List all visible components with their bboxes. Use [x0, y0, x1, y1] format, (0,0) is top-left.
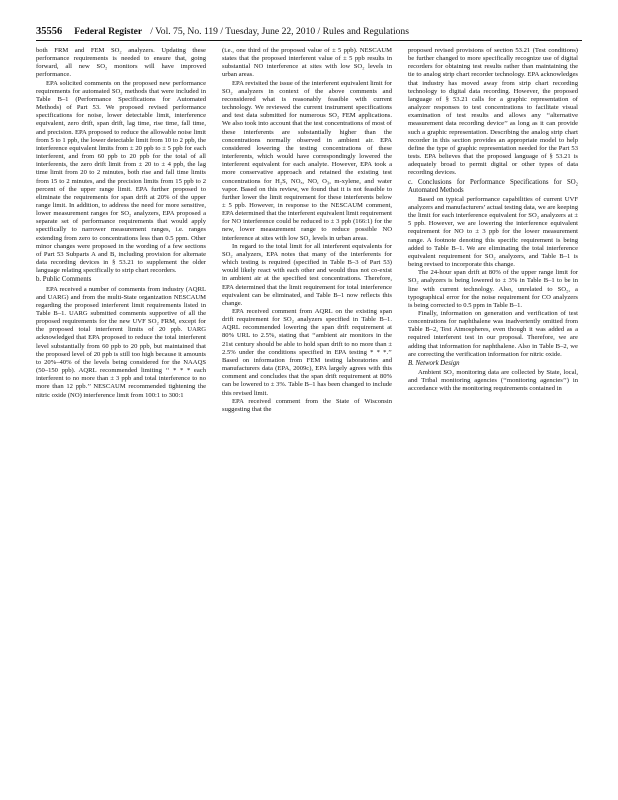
section-heading: c. Conclusions for Performance Specifications for SO₂ Automated Methods — [408, 178, 578, 194]
paragraph: The 24-hour span drift at 80% of the upper range limit for SO₂ analyzers is being lowered to ± 3% in Table B–1 to be in line with current technology. Also, unrelated to SO₂, a typographical error for the noise requirement for CO analyzers is being corrected to 0.5 ppm in Table B–1. — [408, 269, 578, 309]
paragraph: proposed revised provisions of section 53.21 (Test conditions) be further changed to more specifically recognize use of digital recorders for obtaining test results rather than maintaining the tie to analog strip chart recorder technology. EPA acknowledges that industry has moved away from strip chart recording technology to digital data recording. However, the proposed language of § 53.21 calls for a graphic representation of analyzer responses to test concentrations to facilitate visual examination of test results and allows any ‘‘alternative measurement data recording device’’ as long as it can provide such a graphic representation. Describing the analog strip chart recorder in this section provides an appropriate model to help define the type of graphic representation needed for the Part 53 tests. EPA believes that the proposed language of § 53.21 is adequately broad to permit digital or other types of data recording devices. — [408, 47, 578, 177]
paragraph: Ambient SO₂ monitoring data are collected by State, local, and Tribal monitoring agencies (‘‘monitoring agencies’’) in accordance with the monitoring requirements contained in — [408, 369, 578, 393]
paragraph: (i.e., one third of the proposed value of ± 5 ppb). NESCAUM states that the proposed interferent value of ± 5 ppb results in substantial NO interference at sites with low SO₂ levels in urban areas. — [222, 47, 392, 79]
column-2 — [222, 47, 392, 414]
column-1 — [36, 47, 206, 414]
paragraph: EPA solicited comments on the proposed new performance requirements for automated SO₂ methods that were included in Table B–1 (Performance Specifications for Automated Methods) of Part 53. We proposed revised performance specifications for noise, lower detectable limit, interference equivalent, zero drift, span drift, lag time, rise time, fall time, and precision. EPA proposed to reduce the allowable noise limit from 5 to 1 ppb, the lower detectable limit from 10 to 2 ppb, the interference equivalent limits from ± 20 ppb to ± 5 ppb for each interferent, and from 60 ppb to 20 ppb for the total of all interferents, the zero drift limit from ± 20 to ± 4 ppb, the lag time limit from 20 to 2 minutes, both rise and fall time limits from 15 to 2 minutes, and the precision limits from 15 ppb to 2 percent of the upper range limit. EPA further proposed to eliminate the requirements for span drift at 20% of the upper range limit. In addition, to address the need for more sensitive, lower measurement ranges for SO₂ analyzers, EPA proposed a separate set of performance requirements that would apply specifically to narrower measurement ranges, i.e. ranges extending from zero to concentrations less than 0.5 ppm. Other minor changes were proposed in the wording of a few sections of Part 53 Subparts A and B, including provision for alternate data recording devices in § 53.21 to supplement the older language relating specifically to strip chart recorders. — [36, 79, 206, 275]
paragraph: Based on typical performance capabilities of current UVF analyzers and manufacturers’ actual testing data, we are keeping the limit for each interference equivalent for SO₂ analyzers at ± 5 ppb. However, we are lowering the interference equivalent requirement for NO to ± 3 ppb for the lower measurement range. A footnote denoting this specific requirement is being added to Table B–1. We are eliminating the total interference equivalent requirement for SO₂ analyzers, and Table B–1 is being revised to incorporate this change. — [408, 195, 578, 269]
paragraph: EPA received a number of comments from industry (AQRL and UARG) and from the multi-State organization NESCAUM regarding the proposed interferent limit requirements listed in Table B–1. UARG submitted comments supportive of all the proposed requirements for the new UVF SO₂ FRM, except for the proposed total interferent limits of 20 ppb. UARG acknowledged that EPA proposed to reduce the total interferent level substantially from 60 ppb to 20 ppb, but maintained that the proposed level of 20 ppb is still too high because it amounts to 20%–40% of the levels being considered for the NAAQS (50–150 ppb). AQRL recommended limiting ‘‘ * * * each interferent to no more than ± 3 ppb and total interference to no more than 12 ppb.’’ NESCAUM recommended tightening the nitric oxide (NO) interference limit from 100:1 to 300:1 — [36, 285, 206, 399]
publication-title: Federal Register — [74, 26, 143, 37]
paragraph: both FRM and FEM SO₂ analyzers. Updating these performance requirements is needed to ensure that, going forward, all new SO₂ monitors will have improved performance. — [36, 47, 206, 79]
paragraph: EPA received comment from the State of Wisconsin suggesting that the — [222, 397, 392, 413]
column-3 — [408, 47, 578, 414]
page-number: 35556 — [36, 26, 63, 37]
paragraph: EPA received comment from AQRL on the existing span drift requirement for SO₂ analyzers specified in Table B–1. AQRL recommended lowering the span drift requirement at 80% URL to 2.5%, stating that ‘‘ambient air monitors in the 21st century should be able to hold span drift to no more than ± 2.5% under the conditions specified in EPA testing * * *.’’ Based on information from FEM testing laboratories and manufacturers data (EPA, 2009c), EPA largely agrees with this comment and concludes that the span drift requirement at 80% can be lowered to ± 3%. Table B–1 has been changed to include this revised limit. — [222, 308, 392, 397]
header-left — [36, 26, 142, 38]
section-heading: B. Network Design — [408, 359, 460, 367]
text-columns — [36, 47, 582, 414]
paragraph: EPA revisited the issue of the interferent equivalent limit for SO₂ analyzers in context of the above comments and reconsidered what is reasonably feasible with current technology. We reviewed the current instrument specifications and test data submitted for numerous SO₂ FEM applications. We also took into account that the test concentrations of most of these interferents are substantially higher than the concentrations normally observed in ambient air. EPA considered lowering the testing concentrations of these interferents, which would have correspondingly lowered the interferent equivalent for each analyte. However, EPA took a more conservative approach and retained the existing test concentrations for H₂S, NOₓ, NO, O₃, m-xylene, and water vapor. Based on this review, we found that it is not feasible to further lower the limit requirement for these interferents below ± 5 ppb. However, in response to the NESCAUM comment, EPA determined that the interferent equivalent limit requirement for NO interference could be reduced to ± 3 ppb (166:1) for the new, lower measurement range to reduce possible NO interference at sites with low SO₂ levels in urban areas. — [222, 79, 392, 242]
paragraph: In regard to the total limit for all interferent equivalents for SO₂ analyzers, EPA notes that many of the interferents for which testing is required (specified in Table B–3 of Part 53) would likely react with each other and would thus not co-exist in ambient air at the specified test concentrations. Therefore, EPA determined that the limit requirement for total interference equivalent can be eliminated, and Table B–1 now reflects this change. — [222, 242, 392, 307]
section-heading: b. Public Comments — [36, 276, 92, 284]
volume-issue-line: / Vol. 75, No. 119 / Tuesday, June 22, 2010 / Rules and Regulations — [150, 26, 409, 37]
paragraph: Finally, information on generation and verification of test concentrations for naphthalene was inadvertently omitted from Table B–2, Test Atmospheres, even though it was added as a required interferent test in our proposal. Therefore, we are adding that information for naphthalene. Also in Table B–2, we are correcting the verification information for nitric oxide. — [408, 310, 578, 358]
running-header — [36, 26, 582, 41]
